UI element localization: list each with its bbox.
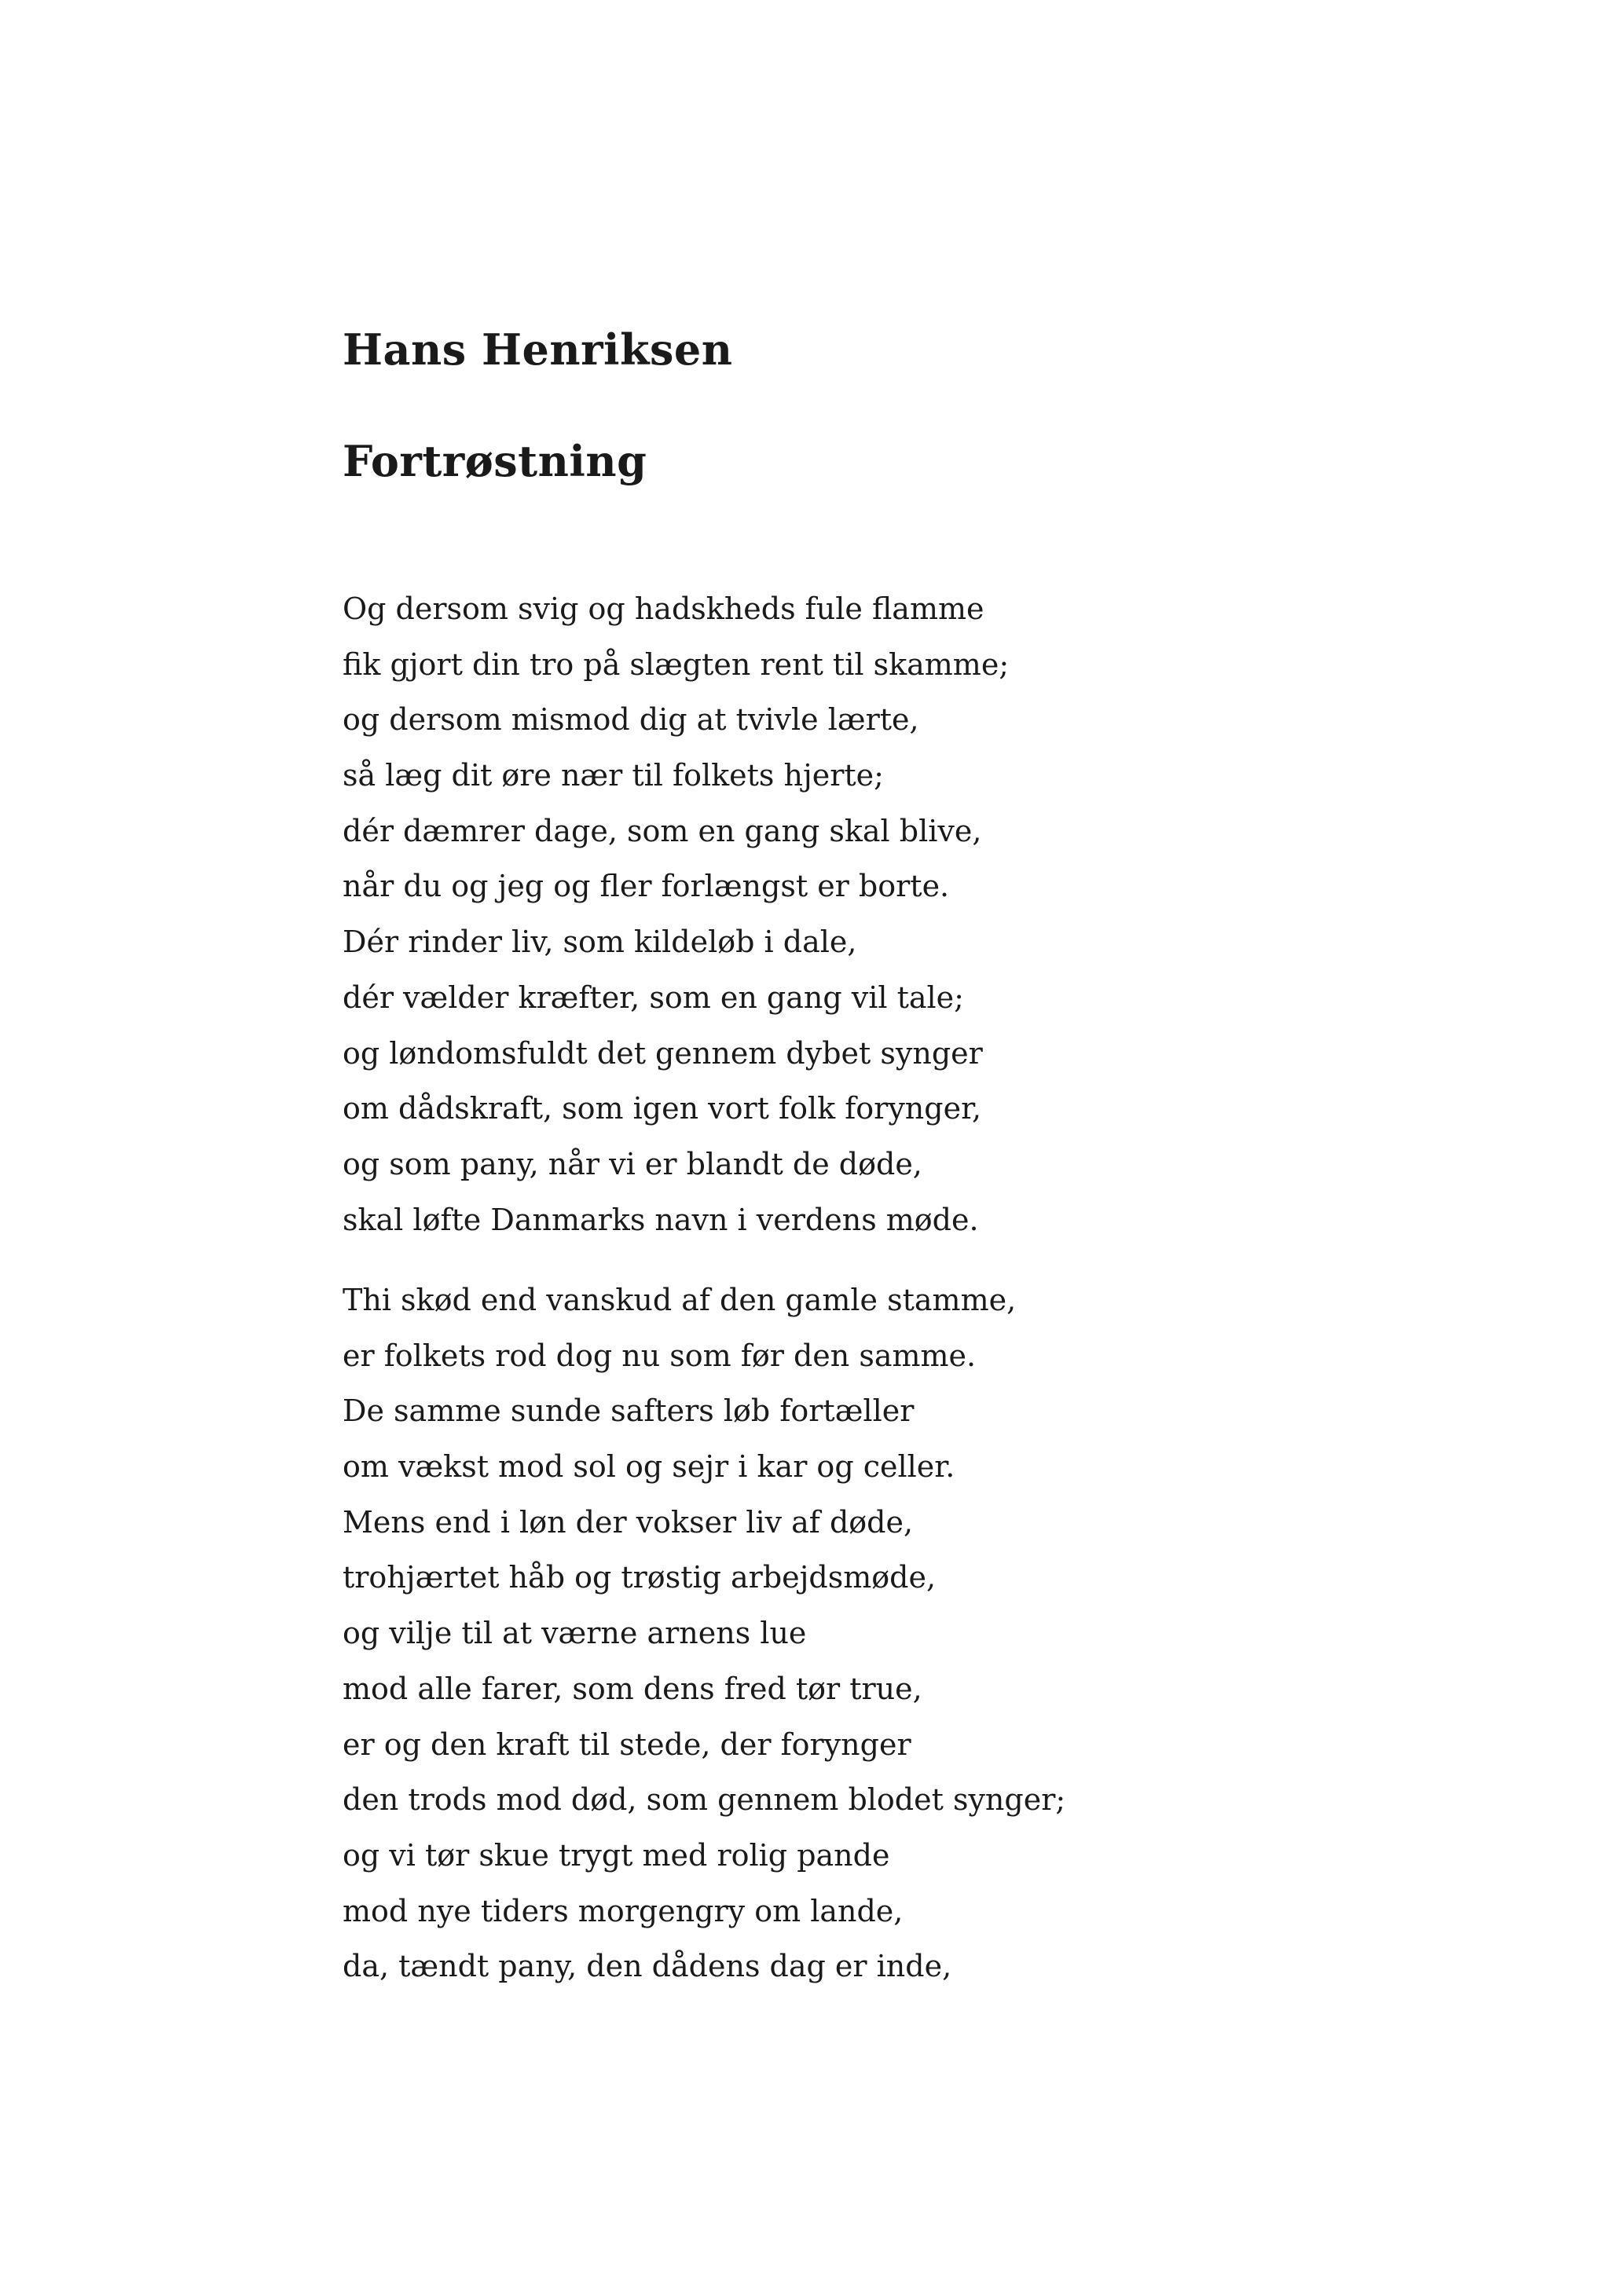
author-name: Hans Henriksen — [343, 324, 733, 375]
poem-line: Dér rinder liv, som kildeløb i dale, — [343, 925, 857, 960]
poem-line: De samme sunde safters løb fortæller — [343, 1393, 915, 1429]
poem-title: Fortrøstning — [343, 436, 647, 486]
poem-line: og vi tør skue trygt med rolig pande — [343, 1837, 890, 1873]
poem-line: om dådskraft, som igen vort folk forynger, — [343, 1091, 982, 1126]
poem-line: og løndomsfuldt det gennem dybet synger — [343, 1035, 983, 1071]
poem-line: da, tændt pany, den dådens dag er inde, — [343, 1949, 952, 1984]
poem-line: skal løfte Danmarks navn i verdens møde. — [343, 1202, 979, 1237]
poem-line: når du og jeg og fler forlængst er borte. — [343, 869, 950, 904]
poem-line: mod nye tiders morgengry om lande, — [343, 1893, 904, 1928]
poem-line: trohjærtet håb og trøstig arbejdsmøde, — [343, 1560, 937, 1595]
poem-line: Og dersom svig og hadskheds fule flamme — [343, 591, 984, 626]
poem-line: dér dæmrer dage, som en gang skal blive, — [343, 813, 982, 848]
poem-line: er folkets rod dog nu som før den samme. — [343, 1338, 977, 1373]
poem-line: den trods mod død, som gennem blodet synger; — [343, 1782, 1066, 1818]
stanza-1 — [343, 581, 1009, 1247]
poem-line: Thi skød end vanskud af den gamle stamme, — [343, 1283, 1017, 1317]
poem-line: Mens end i løn der vokser liv af døde, — [343, 1504, 914, 1540]
poem-line: fik gjort din tro på slægten rent til skamme; — [343, 646, 1010, 682]
poem-line: om vækst mod sol og sejr i kar og celler. — [343, 1449, 955, 1485]
poem-line: dér vælder kræfter, som en gang vil tale; — [343, 980, 964, 1015]
poem-line: og vilje til at værne arnens lue — [343, 1616, 807, 1651]
poem-line: mod alle farer, som dens fred tør true, — [343, 1671, 922, 1706]
poem-line: og dersom mismod dig at tvivle lærte, — [343, 702, 919, 738]
poem-line: og som pany, når vi er blandt de døde, — [343, 1146, 922, 1181]
poem-line: så læg dit øre nær til folkets hjerte; — [343, 758, 884, 793]
poem-line: er og den kraft til stede, der forynger — [343, 1727, 911, 1762]
stanza-2 — [343, 1273, 1065, 1994]
